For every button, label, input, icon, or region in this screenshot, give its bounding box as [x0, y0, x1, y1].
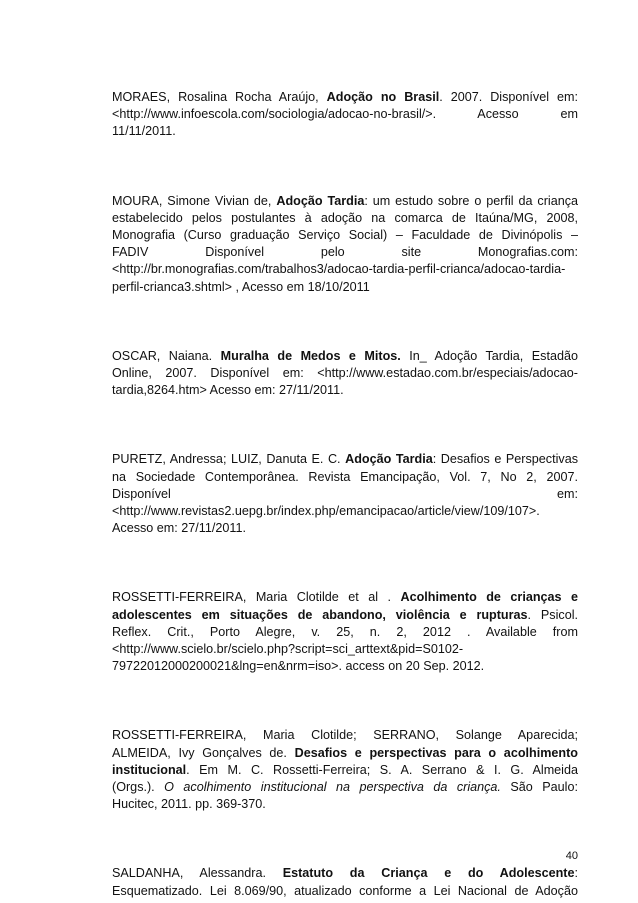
reference-text: Esquematizado. Lei 8.069/90, atualizado conforme a Lei Nacional de Adoção [112, 883, 578, 898]
reference-text: MORAES, Rosalina Rocha Araújo, [112, 90, 327, 104]
reference-line [112, 261, 578, 278]
reference-line [112, 658, 578, 675]
reference-text: OSCAR, Naiana. [112, 348, 221, 363]
reference-text: In_ Adoção Tardia, Estadão [409, 348, 578, 363]
reference-line [112, 227, 578, 244]
reference-title: institucional [112, 762, 187, 777]
reference-book-title: O acolhimento institucional na perspectiva da criança. [164, 780, 501, 795]
reference-text: : Desafios e Perspectivas [432, 452, 578, 467]
reference-line [112, 106, 578, 123]
reference-text: : um estudo sobre o perfil da criança [364, 193, 578, 208]
reference-line [112, 796, 578, 813]
reference-text: ROSSETTI-FERREIRA, Maria Clotilde et al . [112, 590, 401, 605]
reference-title: adolescentes em situações de abandono, violência e rupturas [112, 607, 528, 622]
reference-line [112, 520, 578, 537]
reference-text: na Sociedade Contemporânea. Revista Emancipação, Vol. 7, No 2, 2007. [112, 469, 578, 484]
reference-line [112, 883, 578, 900]
reference-line [112, 624, 578, 641]
reference-text: São Paulo: [500, 780, 578, 795]
reference-title: Adoção no Brasil [326, 90, 440, 104]
reference-title: Desafios e perspectivas para o acolhimento [294, 745, 578, 760]
reference-line [112, 745, 578, 762]
reference-text: <http://www.revistas2.uepg.br/index.php/emancipacao/article/view/109/107>. [112, 504, 540, 519]
reference-line [112, 89, 578, 106]
reference-line [112, 348, 578, 365]
reference-text: <http://www.scielo.br/scielo.php?script=sci_arttext&pid=S0102- [112, 642, 464, 657]
reference-line [112, 589, 578, 606]
reference-entry [112, 89, 578, 141]
reference-text: . Psicol. [527, 607, 578, 622]
reference-text: (Orgs.). [112, 780, 165, 795]
reference-text: Reflex. Crit., Porto Alegre, v. 25, n. 2, 2012 . Available from [112, 624, 578, 639]
reference-line [112, 607, 578, 624]
reference-text: Disponível em: [112, 486, 578, 501]
reference-title: Estatuto da Criança e do Adolescente [282, 866, 575, 881]
reference-line [112, 365, 578, 382]
reference-entry [112, 348, 578, 400]
reference-line [112, 503, 578, 520]
reference-text: 11/11/2011. [112, 124, 176, 139]
reference-entry [112, 865, 578, 899]
reference-line [112, 382, 578, 399]
reference-text: . Em M. C. Rossetti-Ferreira; S. A. Serrano & I. G. Almeida [186, 762, 578, 777]
reference-title: Adoção Tardia [276, 193, 365, 208]
reference-text: Acesso em: 27/11/2011. [112, 521, 246, 536]
reference-line [112, 210, 578, 227]
reference-title: Acolhimento de crianças e [400, 590, 579, 605]
reference-line [112, 244, 578, 261]
reference-entry [112, 727, 578, 813]
reference-text: <http://www.infoescola.com/sociologia/adocao-no-brasil/>. Acesso em [112, 107, 578, 122]
reference-title: Muralha de Medos e Mitos. [220, 348, 410, 363]
reference-text: Hucitec, 2011. pp. 369-370. [112, 797, 266, 812]
reference-list [112, 89, 578, 900]
reference-text: estabelecido pelos postulantes à adoção na comarca de Itaúna/MG, 2008, [112, 210, 578, 225]
reference-text: tardia,8264.htm> Acesso em: 27/11/2011. [112, 383, 344, 398]
reference-title: Adoção Tardia [345, 452, 433, 467]
reference-entry [112, 589, 578, 675]
reference-text: ALMEIDA, Ivy Gonçalves de. [112, 745, 295, 760]
reference-text: Monografia (Curso graduação Serviço Social) – Faculdade de Divinópolis – [112, 228, 578, 243]
reference-entry [112, 451, 578, 537]
reference-line [112, 641, 578, 658]
reference-text: perfil-crianca3.shtml> , Acesso em 18/10/2011 [112, 279, 370, 294]
reference-text: . 2007. Disponível em: [439, 90, 578, 104]
reference-line [112, 451, 578, 468]
reference-line [112, 779, 578, 796]
reference-text: FADIV Disponível pelo site Monografias.com: [112, 245, 578, 260]
reference-line [112, 762, 578, 779]
reference-entry [112, 193, 578, 296]
reference-line [112, 727, 578, 744]
reference-text: PURETZ, Andressa; LUIZ, Danuta E. C. [112, 452, 346, 467]
reference-line [112, 123, 578, 140]
reference-text: 79722012000200021&lng=en&nrm=iso>. access on 20 Sep. 2012. [112, 659, 485, 674]
reference-text: MOURA, Simone Vivian de, [112, 193, 277, 208]
reference-text: ROSSETTI-FERREIRA, Maria Clotilde; SERRANO, Solange Aparecida; [112, 728, 578, 743]
reference-line [112, 865, 578, 882]
reference-line [112, 486, 578, 503]
reference-text: <http://br.monografias.com/trabalhos3/adocao-tardia-perfil-crianca/adocao-tardia- [112, 262, 566, 277]
reference-text: SALDANHA, Alessandra. [112, 866, 283, 881]
reference-line [112, 469, 578, 486]
page-number: 40 [565, 850, 578, 862]
reference-text: : [574, 866, 578, 881]
reference-text: Online, 2007. Disponível em: <http://www.estadao.com.br/especiais/adocao- [112, 366, 578, 381]
reference-line [112, 279, 578, 296]
reference-line [112, 193, 578, 210]
